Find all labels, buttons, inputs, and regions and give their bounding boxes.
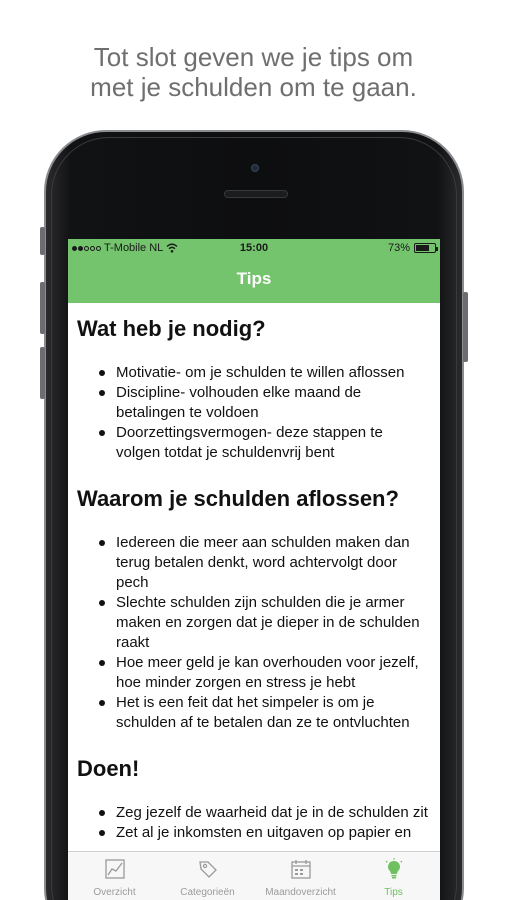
tab-label: Categorieën: [180, 887, 235, 898]
promo-headline: [0, 42, 507, 102]
tab-label: Maandoverzicht: [265, 887, 336, 898]
tab-maandoverzicht[interactable]: [254, 852, 347, 900]
front-camera: [251, 164, 259, 172]
power-button: [463, 292, 468, 362]
tips-section: [77, 485, 428, 733]
lightbulb-icon: [383, 858, 405, 880]
mute-switch: [40, 227, 45, 255]
status-battery-group: [388, 242, 436, 254]
battery-percentage: 73%: [387, 242, 410, 254]
tip-item: Het is een feit dat het simpeler is om je schulden af te betalen dan ze te ontvluchten: [77, 693, 428, 733]
tag-icon: [197, 858, 219, 880]
status-bar: [68, 239, 440, 259]
tab-tips[interactable]: [347, 852, 440, 900]
tip-item: Discipline- volhouden elke maand de betalingen te voldoen: [77, 383, 428, 423]
tab-bar: [68, 851, 440, 900]
status-time: 15:00: [239, 242, 269, 254]
tip-item: Slechte schulden zijn schulden die je armer maken en zorgen dat je dieper in de schulden raakt: [77, 593, 428, 653]
volume-down-button: [40, 347, 45, 399]
tips-list: [77, 533, 428, 733]
tip-item: Zeg jezelf de waarheid dat je in de schulden zit: [77, 803, 428, 823]
chart-icon: [104, 858, 126, 880]
tips-content[interactable]: [68, 303, 440, 851]
tab-label: Overzicht: [93, 887, 136, 898]
tip-item: Doorzettingsvermogen- deze stappen te volgen totdat je schuldenvrij bent: [77, 423, 428, 463]
tab-label: Tips: [384, 887, 403, 898]
tip-item: Zet al je inkomsten en uitgaven op papier en: [77, 823, 428, 843]
tip-item: Hoe meer geld je kan overhouden voor jezelf, hoe minder zorgen en stress je hebt: [77, 653, 428, 693]
section-heading: Wat heb je nodig?: [77, 316, 266, 341]
section-heading: Doen!: [77, 756, 140, 781]
nav-title: Tips: [236, 269, 272, 288]
tips-list: [77, 803, 428, 843]
calendar-icon: [290, 858, 312, 880]
promo-headline-line2: met je schulden om te gaan.: [90, 72, 417, 102]
promo-headline-line1: Tot slot geven we je tips om: [93, 42, 414, 72]
tip-item: Motivatie- om je schulden te willen aflossen: [77, 363, 428, 383]
navigation-bar: [68, 239, 440, 303]
tips-list: [77, 363, 428, 463]
earpiece-speaker: [224, 190, 288, 198]
tips-section: [77, 755, 428, 843]
tips-section: [77, 315, 428, 463]
tab-categorieen[interactable]: [161, 852, 254, 900]
volume-up-button: [40, 282, 45, 334]
carrier-name: T-Mobile NL: [104, 242, 164, 254]
phone-screen: [68, 239, 440, 900]
battery-icon: [414, 243, 436, 253]
tab-overzicht[interactable]: [68, 852, 161, 900]
section-heading: Waarom je schulden aflossen?: [77, 486, 399, 511]
tip-item: Iedereen die meer aan schulden maken dan terug betalen denkt, word achtervolgt door pech: [77, 533, 428, 593]
